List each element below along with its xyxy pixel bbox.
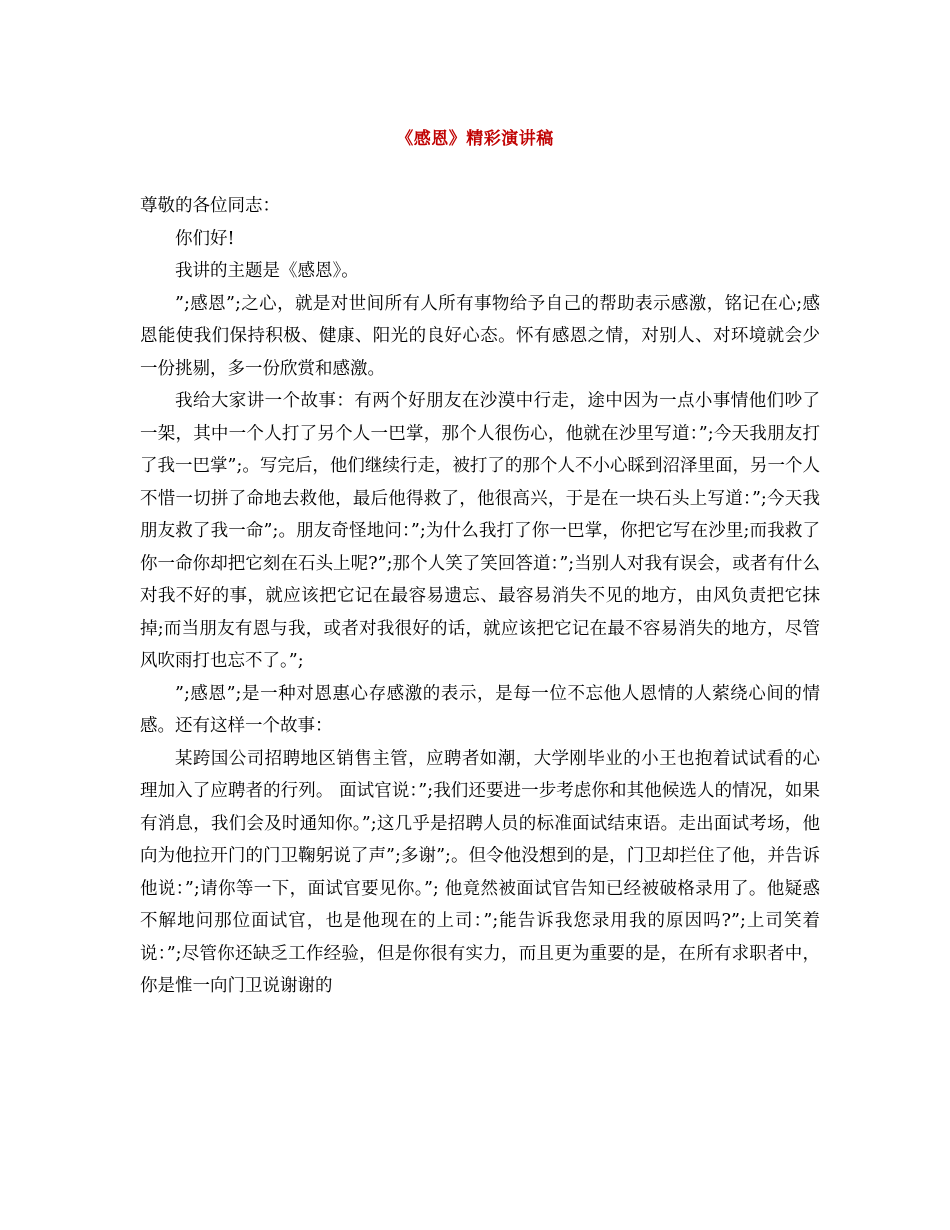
definition-paragraph: ”;感恩”;之心，就是对世间所有人所有事物给予自己的帮助表示感激，铭记在心;感恩能使我们保持积极、健康、阳光的良好心态。怀有感恩之情，对别人、对环境就会少一份挑剔，多一份欣赏和感激。 xyxy=(140,293,820,379)
topic-paragraph: 我讲的主题是《感恩》。 xyxy=(175,261,359,281)
story-paragraph-1: 我给大家讲一个故事：有两个好朋友在沙漠中行走，途中因为一点小事情他们吵了一架，其中一个人打了另个人一巴掌，那个人很伤心，他就在沙里写道：”;今天我朋友打了我一巴掌”;。写完后，他们继续行走，被打了的那个人不小心睬到沼泽里面，另一个人不惜一切拼了命地去救他，最后他得救了，他很高兴，于是在一块石头上写道：”;今天我朋友救了我一命”;。朋友奇怪地问：”;为什么我打了你一巴掌，你把它写在沙里;而我救了你一命你却把它刻在石头上呢?”;那个人笑了笑回答道：”;当别人对我有误会，或者有什么对我不好的事，就应该把它记在最容易遗忘、最容易消失不见的地方，由风负责把它抹掉;而当朋友有恩与我，或者对我很好的话，就应该把它记在最不容易消失的地方，尽管风吹雨打也忘不了。”; xyxy=(140,391,820,671)
story-paragraph-2: 某跨国公司招聘地区销售主管，应聘者如潮，大学刚毕业的小王也抱着试试看的心理加入了应聘者的行列。 面试官说：”;我们还要进一步考虑你和其他候选人的情况，如果有消息，我们会及时通知你。”;这几乎是招聘人员的标准面试结束语。走出面试考场，他向为他拉开门的门卫鞠躬说了声”;多谢”;。但令他没想到的是，门卫却拦住了他，并告诉他说：”;请你等一下，面试官要见你。”; 他竟然被面试官告知已经被破格录用了。他疑惑不解地问那位面试官，也是他现在的上司：”;能告诉我您录用我的原因吗?”;上司笑着说：”;尽管你还缺乏工作经验，但是你很有实力，而且更为重要的是，在所有求职者中，你是惟一向门卫说谢谢的 xyxy=(140,748,820,996)
document-body xyxy=(140,190,820,1003)
transition-paragraph: ”;感恩”;是一种对恩惠心存感激的表示，是每一位不忘他人恩情的人萦绕心间的情感。还有这样一个故事： xyxy=(140,683,820,736)
greeting: 你们好! xyxy=(175,228,235,249)
salutation: 尊敬的各位同志： xyxy=(140,196,280,216)
document-title: 《感恩》精彩演讲稿 xyxy=(396,129,554,149)
